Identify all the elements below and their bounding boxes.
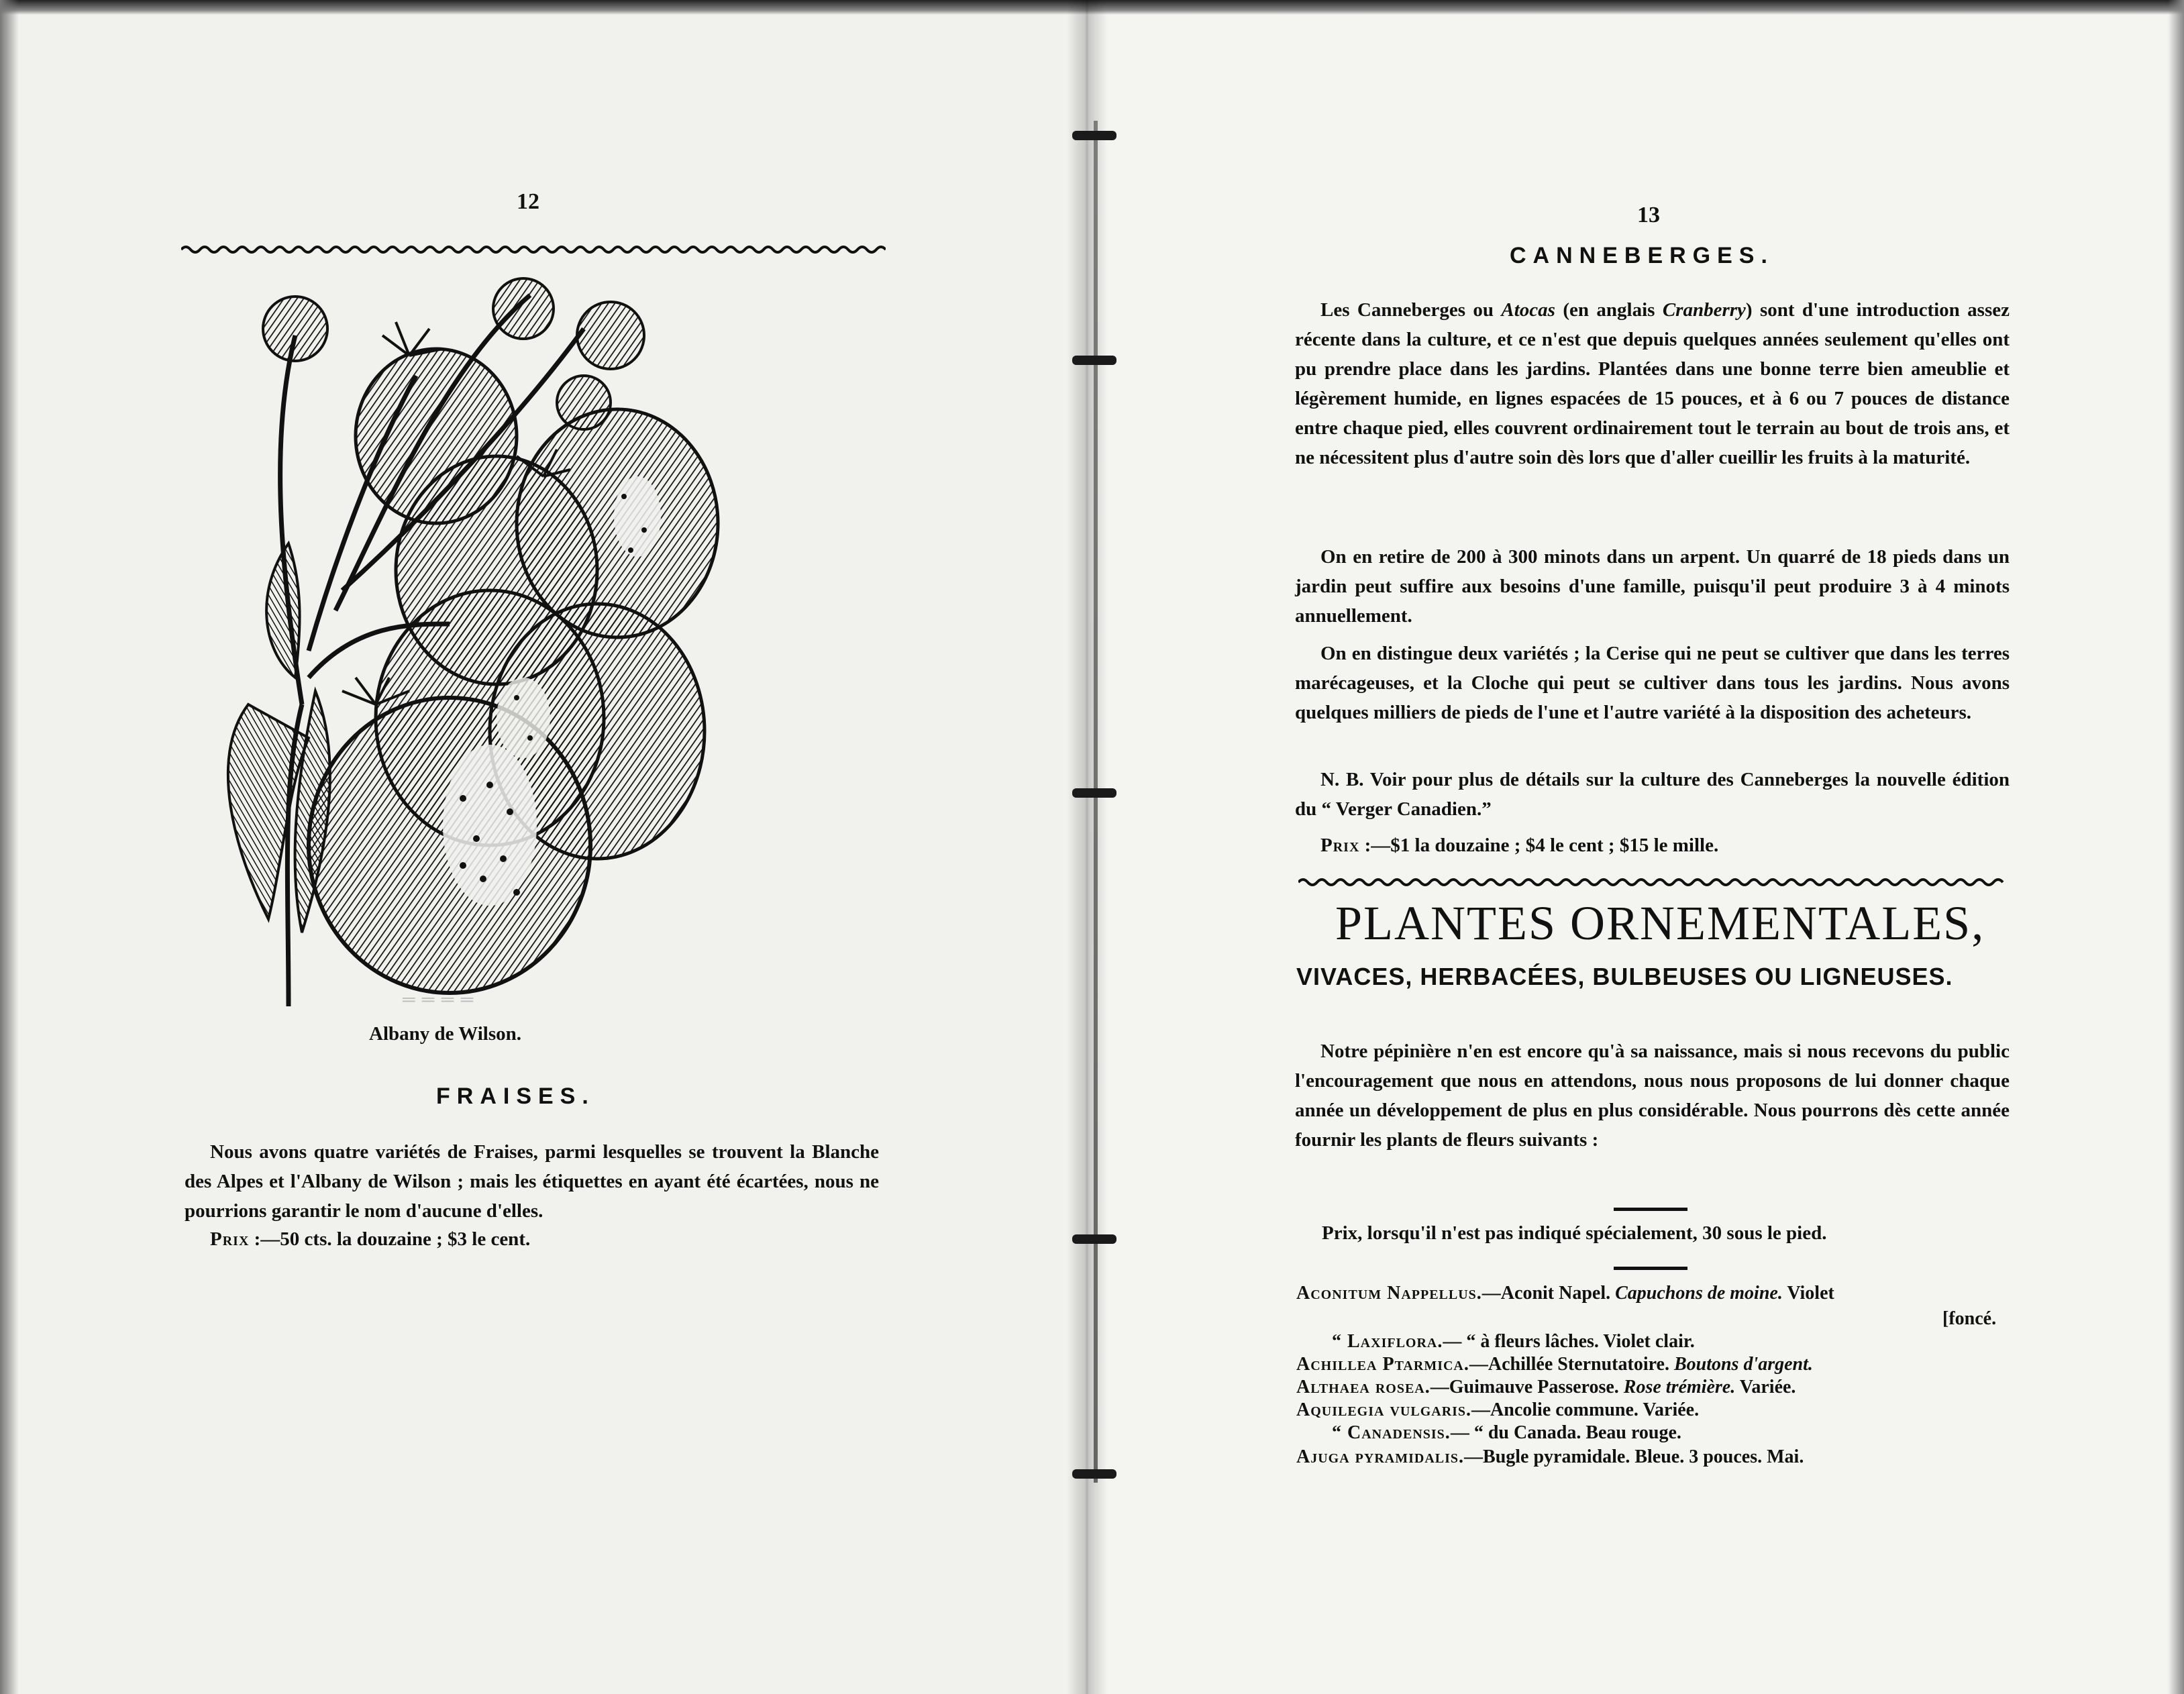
plant-latin-name: Aconitum Nappellus. (1296, 1283, 1482, 1304)
plant-entry (1296, 1399, 1699, 1421)
fraises-paragraph-text: Nous avons quatre variétés de Fraises, parmi lesquelles se trouvent la Blanche des Alpes et l'Albany de Wilson ; mais les étiquettes en ayant été écartées, nous ne pourrions garantir le nom d'aucune d'elles. (185, 1141, 879, 1222)
plant-latin-name: Aquilegia vulgaris. (1296, 1399, 1472, 1420)
plant-description: — “ à fleurs lâches. Violet clair. (1443, 1331, 1695, 1352)
plant-latin-name: “ Laxiflora. (1332, 1331, 1443, 1352)
fraises-price (185, 1224, 879, 1254)
strawberry-engraving (208, 275, 731, 1026)
short-rule (1614, 1208, 1687, 1211)
p1-atocas: Atocas (1501, 299, 1555, 321)
plant-latin-name: Althaea rosea. (1296, 1377, 1431, 1397)
binding-stitch (1072, 356, 1116, 365)
canneberges-paragraph-3 (1295, 639, 2010, 727)
bleed-through-mark: ═ ═ ═ ═ (403, 990, 475, 1009)
plant-common-name: Capuchons de moine. (1615, 1283, 1783, 1304)
canneberges-price (1295, 831, 2010, 860)
plant-entry (1296, 1354, 1813, 1375)
price-label: Prix (1320, 835, 1360, 856)
plant-description: [foncé. (1942, 1308, 1997, 1329)
plant-entry (1332, 1422, 1681, 1444)
binding-stitch (1072, 1469, 1116, 1479)
p1-cranberry: Cranberry (1662, 299, 1746, 321)
plant-entry (1296, 1377, 1796, 1398)
page-number-left: 12 (517, 189, 539, 214)
canneberges-paragraph-4 (1295, 765, 2010, 824)
price-text: :—50 cts. la douzaine ; $3 le cent. (254, 1228, 531, 1250)
canneberges-paragraph-2 (1295, 542, 2010, 631)
plant-entry (1942, 1308, 1996, 1330)
p1-text-a: Les Canneberges ou (1320, 299, 1502, 321)
book-gutter (1067, 0, 1107, 1694)
binding-stitch (1072, 131, 1116, 140)
page-number-right: 13 (1637, 203, 1660, 227)
section-title-canneberges: CANNEBERGES. (1510, 243, 1774, 268)
plant-common-name: Boutons d'argent. (1673, 1354, 1813, 1375)
plant-common-name: Rose trémière. (1623, 1377, 1736, 1397)
binding-stitch (1072, 1234, 1116, 1244)
plant-tail: Variée. (1735, 1377, 1796, 1397)
binding-thread (1094, 121, 1098, 1483)
plant-latin-name: “ Canadensis. (1332, 1422, 1451, 1443)
price-label: Prix (210, 1228, 250, 1250)
p5-text: Notre pépinière n'en est encore qu'à sa naissance, mais si nous recevons du public l'encouragement que nous en attendons, nous nous proposons de lui donner chaque année un développement de plus en plus considérable. Nous pourrons dès cette année fournir les plants de fleurs suivants : (1295, 1041, 2010, 1151)
plant-description: —Aconit Napel. (1481, 1283, 1616, 1304)
p3-text: On en distingue deux variétés ; la Cerise qui ne peut se cultiver que dans les terres marécageuses, et la Cloche qui peut se cultiver dans tous les jardins. Nous avons quelques milliers de pieds de l'une et l'autre variété à la disposition des acheteurs. (1295, 643, 2010, 723)
plantes-paragraph (1295, 1037, 2010, 1155)
plant-latin-name: Ajuga pyramidalis. (1296, 1446, 1465, 1467)
plant-description: — “ du Canada. Beau rouge. (1450, 1422, 1681, 1443)
plant-description: —Achillée Sternutatoire. (1469, 1354, 1674, 1375)
ornamental-rule-left (181, 243, 886, 256)
fraises-paragraph (185, 1137, 879, 1226)
binding-stitch (1072, 788, 1116, 798)
page-right-shadow (2168, 0, 2184, 1694)
section-title-fraises: FRAISES. (436, 1083, 595, 1109)
plant-entry (1332, 1331, 1695, 1353)
plant-tail: Violet (1782, 1283, 1834, 1304)
illustration-caption: Albany de Wilson. (369, 1023, 521, 1045)
p1-text-b: (en anglais (1555, 299, 1663, 321)
p2-text: On en retire de 200 à 300 minots dans un arpent. Un quarré de 18 pieds dans un jardin peut suffire aux besoins d'une famille, puisqu'il peut produire 3 à 4 minots annuellement. (1295, 546, 2010, 627)
price-text: :—$1 la douzaine ; $4 le cent ; $15 le mille. (1364, 835, 1719, 856)
plant-latin-name: Achillea Ptarmica. (1296, 1354, 1469, 1375)
p1-text-c: ) sont d'une introduction assez récente dans la culture, et ce n'est que depuis quelques années seulement qu'elles ont pu prendre place dans les jardins. Plantées dans une bonne terre bien ameublie et légèrement humide, en lignes espacées de 15 pouces, et à 6 ou 7 pouces de distance entre chaque pied, elles couvrent ordinairement tout le terrain au bout de trois ans, et ne nécessitent plus d'autre soin dès lors que d'aller cueillir les fruits à la maturité. (1295, 299, 2010, 468)
plant-description: —Bugle pyramidale. Bleue. 3 pouces. Mai. (1464, 1446, 1804, 1467)
plantes-subtitle: VIVACES, HERBACÉES, BULBEUSES OU LIGNEUSES. (1296, 963, 1953, 990)
p4-text: N. B. Voir pour plus de détails sur la culture des Canneberges la nouvelle édition du “ Verger Canadien.” (1295, 769, 2010, 820)
plant-entry (1296, 1446, 1804, 1468)
plant-entry (1296, 1283, 1834, 1304)
ornamental-rule-right (1298, 876, 2010, 889)
plant-description: —Guimauve Passerose. (1430, 1377, 1624, 1397)
canneberges-paragraph-1 (1295, 295, 2010, 472)
plant-description: —Ancolie commune. Variée. (1471, 1399, 1700, 1420)
plantes-ornementales-title: PLANTES ORNEMENTALES, (1335, 896, 1985, 950)
price-note: Prix, lorsqu'il n'est pas indiqué spécialement, 30 sous le pied. (1322, 1222, 1827, 1244)
short-rule (1614, 1267, 1687, 1270)
page-left-shadow (0, 0, 19, 1694)
